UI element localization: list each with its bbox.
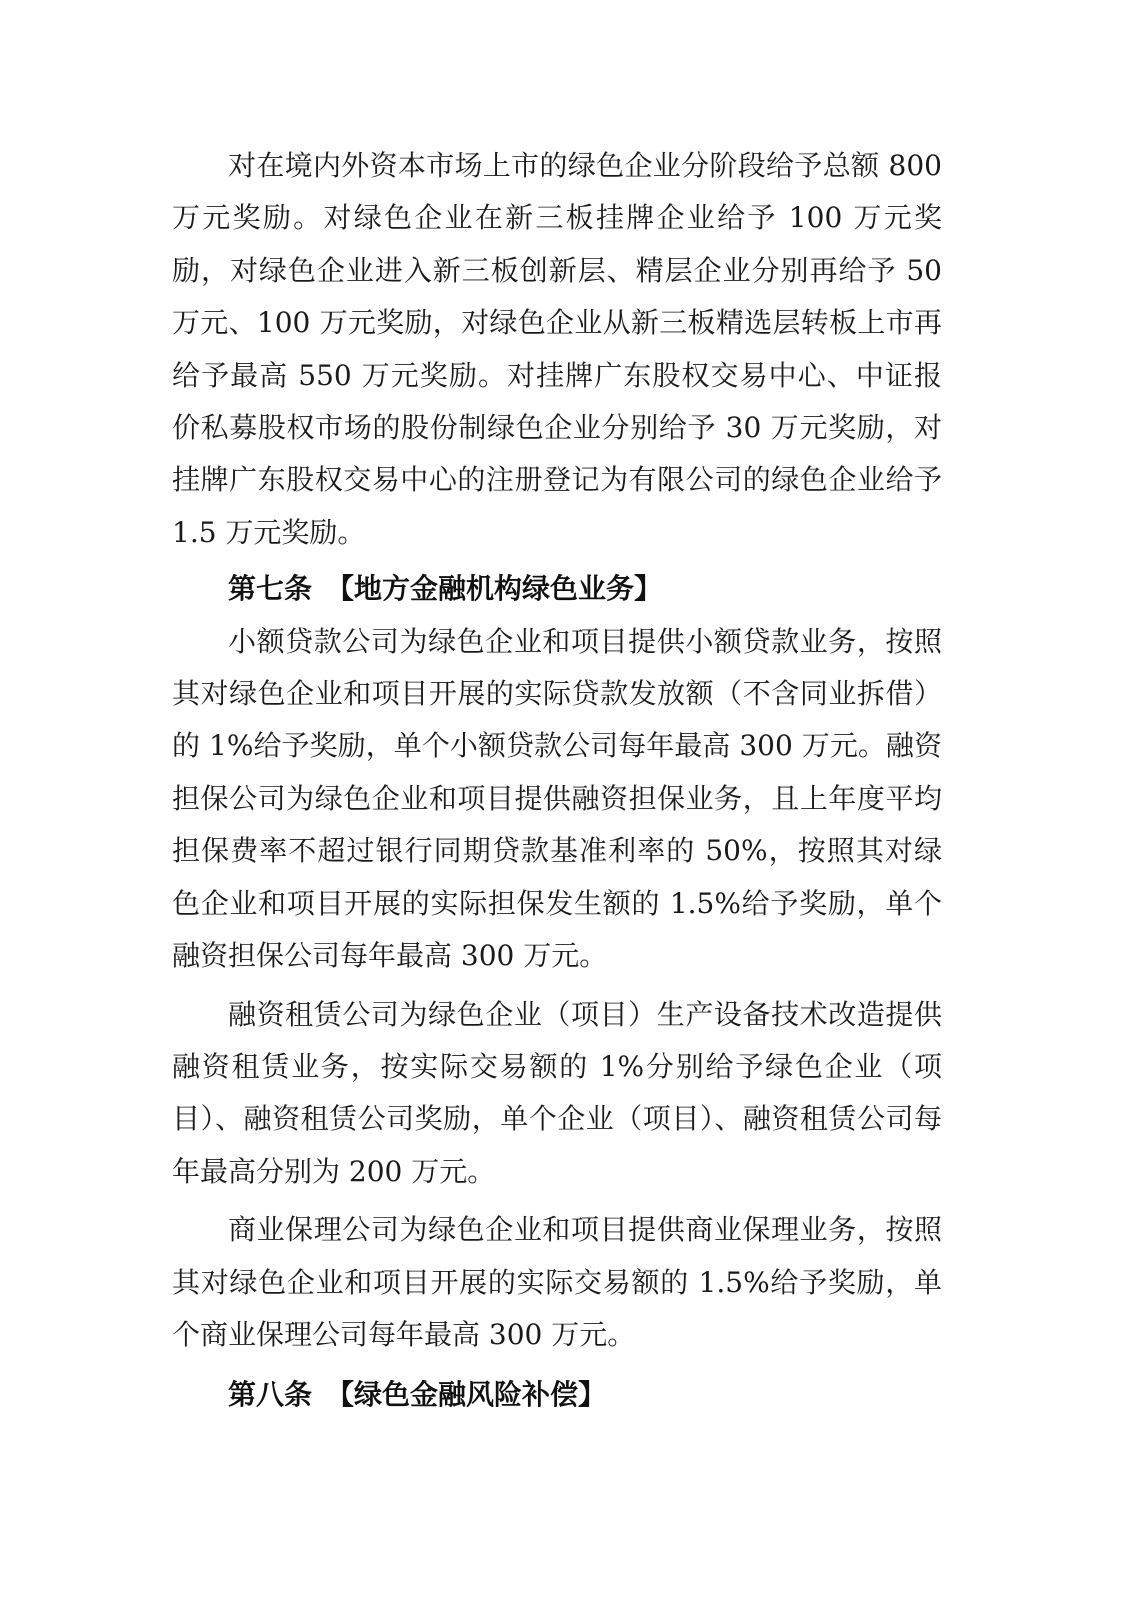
- article-8-heading: [172, 1369, 942, 1421]
- paragraph-commercial-factoring: 商业保理公司为绿色企业和项目提供商业保理业务，按照其对绿色企业和项目开展的实际交易额的 1.5%给予奖励，单个商业保理公司每年最高 300 万元。: [172, 1213, 942, 1351]
- article-7-number: 第七条: [228, 572, 313, 606]
- paragraph-listing-rewards: 对在境内外资本市场上市的绿色企业分阶段给予总额 800 万元奖励。对绿色企业在新三板挂牌企业给予 100 万元奖励，对绿色企业进入新三板创新层、精层企业分别再给予 50 万元、100 万元奖励，对绿色企业从新三板精选层转板上市再给予最高 550 万元奖励。对挂牌广东股权交易中心、中证报价私募股权市场的股份制绿色企业分别给予 30 万元奖励，对挂牌广东股权交易中心的注册登记为有限公司的绿色企业给予 1.5 万元奖励。: [172, 149, 942, 549]
- document-body: [172, 140, 942, 1422]
- paragraph-microloan-guarantee: 小额贷款公司为绿色企业和项目提供小额贷款业务，按照其对绿色企业和项目开展的实际贷款发放额（不含同业拆借）的 1%给予奖励，单个小额贷款公司每年最高 300 万元。融资担保公司为绿色企业和项目提供融资担保业务，且上年度平均担保费率不超过银行同期贷款基准利率的 50%，按照其对绿色企业和项目开展的实际担保发生额的 1.5%给予奖励，单个融资担保公司每年最高 300 万元。: [172, 624, 942, 973]
- article-8-title: 【绿色金融风险补偿】: [326, 1378, 607, 1412]
- article-7-heading: [172, 563, 942, 615]
- paragraph-financial-leasing: 融资租赁公司为绿色企业（项目）生产设备技术改造提供融资租赁业务，按实际交易额的 1%分别给予绿色企业（项目）、融资租赁公司奖励，单个企业（项目）、融资租赁公司每年最高分别为 200 万元。: [172, 997, 942, 1188]
- article-8-number: 第八条: [228, 1378, 313, 1412]
- article-7-title: 【地方金融机构绿色业务】: [326, 572, 663, 606]
